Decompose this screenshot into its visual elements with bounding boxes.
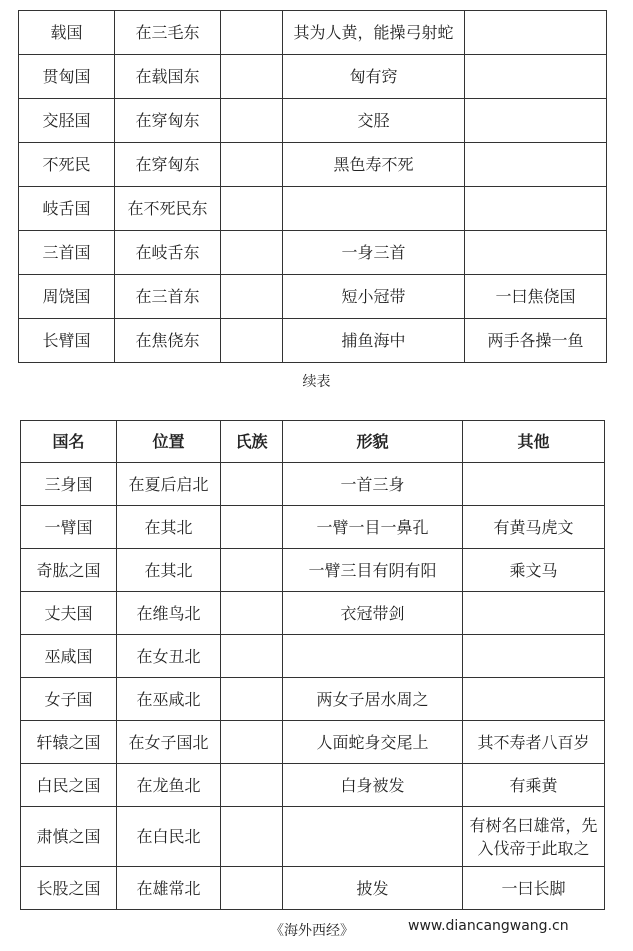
location-cell: 在龙鱼北: [117, 764, 221, 807]
appearance-cell: 白身被发: [283, 764, 463, 807]
bottom-table: [20, 420, 605, 910]
appearance-cell: 人面蛇身交尾上: [283, 721, 463, 764]
appearance-cell: 一臂一目一鼻孔: [283, 506, 463, 549]
clan-cell: [221, 187, 283, 231]
country-name-cell: 不死民: [19, 143, 115, 187]
clan-cell: [221, 549, 283, 592]
other-cell: [465, 55, 607, 99]
clan-cell: [221, 867, 283, 910]
other-cell: [463, 592, 605, 635]
location-cell: 在焦侥东: [115, 319, 221, 363]
table-row: [19, 187, 607, 231]
clan-cell: [221, 231, 283, 275]
other-cell: 一曰长脚: [463, 867, 605, 910]
table-row: [21, 592, 605, 635]
location-cell: 在其北: [117, 506, 221, 549]
other-cell: [465, 187, 607, 231]
clan-cell: [221, 721, 283, 764]
other-cell: [463, 678, 605, 721]
appearance-cell: 交胫: [283, 99, 465, 143]
other-cell: 一曰焦侥国: [465, 275, 607, 319]
country-name-cell: 轩辕之国: [21, 721, 117, 764]
table-row: [19, 319, 607, 363]
appearance-cell: 衣冠带剑: [283, 592, 463, 635]
top-table: [18, 10, 607, 363]
location-cell: 在白民北: [117, 807, 221, 867]
other-cell: [465, 231, 607, 275]
appearance-cell: 短小冠带: [283, 275, 465, 319]
country-name-cell: 载国: [19, 11, 115, 55]
country-name-cell: 肃慎之国: [21, 807, 117, 867]
table-row: [21, 721, 605, 764]
other-cell: [463, 463, 605, 506]
appearance-cell: [283, 635, 463, 678]
clan-cell: [221, 99, 283, 143]
location-cell: 在不死民东: [115, 187, 221, 231]
country-name-cell: 周饶国: [19, 275, 115, 319]
location-cell: 在载国东: [115, 55, 221, 99]
other-cell: [465, 143, 607, 187]
table-row: [21, 678, 605, 721]
country-name-cell: 岐舌国: [19, 187, 115, 231]
header-country-name: 国名: [21, 421, 117, 463]
clan-cell: [221, 55, 283, 99]
website-watermark: www.diancangwang.cn: [408, 918, 569, 934]
header-clan: 氏族: [221, 421, 283, 463]
clan-cell: [221, 143, 283, 187]
clan-cell: [221, 319, 283, 363]
other-cell: 两手各操一鱼: [465, 319, 607, 363]
appearance-cell: [283, 807, 463, 867]
country-name-cell: 一臂国: [21, 506, 117, 549]
table-row: [19, 143, 607, 187]
clan-cell: [221, 635, 283, 678]
appearance-cell: 黑色寿不死: [283, 143, 465, 187]
table-header-row: [21, 421, 605, 463]
clan-cell: [221, 592, 283, 635]
country-name-cell: 奇肱之国: [21, 549, 117, 592]
country-name-cell: 女子国: [21, 678, 117, 721]
other-cell: 有黄马虎文: [463, 506, 605, 549]
clan-cell: [221, 11, 283, 55]
table-row: [21, 549, 605, 592]
table-row: [21, 463, 605, 506]
table-caption: 续表: [302, 374, 331, 390]
table-row: [21, 635, 605, 678]
table-row: [21, 764, 605, 807]
appearance-cell: 捕鱼海中: [283, 319, 465, 363]
header-appearance: 形貌: [283, 421, 463, 463]
country-name-cell: 三首国: [19, 231, 115, 275]
clan-cell: [221, 807, 283, 867]
location-cell: 在其北: [117, 549, 221, 592]
source-title: 《海外西经》: [270, 923, 354, 939]
country-name-cell: 丈夫国: [21, 592, 117, 635]
location-cell: 在夏后启北: [117, 463, 221, 506]
appearance-cell: 一首三身: [283, 463, 463, 506]
other-cell: [463, 635, 605, 678]
location-cell: 在雄常北: [117, 867, 221, 910]
country-name-cell: 交胫国: [19, 99, 115, 143]
location-cell: 在三首东: [115, 275, 221, 319]
other-cell: [465, 11, 607, 55]
table-row: [19, 231, 607, 275]
country-name-cell: 长股之国: [21, 867, 117, 910]
appearance-cell: 两女子居水周之: [283, 678, 463, 721]
other-cell: 乘文马: [463, 549, 605, 592]
appearance-cell: 一身三首: [283, 231, 465, 275]
table-row: [19, 55, 607, 99]
clan-cell: [221, 275, 283, 319]
location-cell: 在巫咸北: [117, 678, 221, 721]
header-location: 位置: [117, 421, 221, 463]
clan-cell: [221, 506, 283, 549]
other-cell: 有乘黄: [463, 764, 605, 807]
country-name-cell: 白民之国: [21, 764, 117, 807]
appearance-cell: [283, 187, 465, 231]
location-cell: 在女子国北: [117, 721, 221, 764]
table-row: [21, 807, 605, 867]
appearance-cell: 一臂三目有阴有阳: [283, 549, 463, 592]
appearance-cell: 其为人黄，能操弓射蛇: [283, 11, 465, 55]
appearance-cell: 披发: [283, 867, 463, 910]
location-cell: 在穿匈东: [115, 143, 221, 187]
clan-cell: [221, 764, 283, 807]
table-row: [19, 275, 607, 319]
table-row: [21, 867, 605, 910]
location-cell: 在岐舌东: [115, 231, 221, 275]
other-cell: 其不寿者八百岁: [463, 721, 605, 764]
location-cell: 在穿匈东: [115, 99, 221, 143]
country-name-cell: 贯匈国: [19, 55, 115, 99]
country-name-cell: 巫咸国: [21, 635, 117, 678]
country-name-cell: 三身国: [21, 463, 117, 506]
other-cell: [465, 99, 607, 143]
table-row: [21, 506, 605, 549]
appearance-cell: 匈有窍: [283, 55, 465, 99]
header-other: 其他: [463, 421, 605, 463]
location-cell: 在女丑北: [117, 635, 221, 678]
table-row: [19, 11, 607, 55]
location-cell: 在维鸟北: [117, 592, 221, 635]
other-cell: 有树名曰雄常，先入伐帝于此取之: [463, 807, 605, 867]
location-cell: 在三毛东: [115, 11, 221, 55]
clan-cell: [221, 678, 283, 721]
clan-cell: [221, 463, 283, 506]
country-name-cell: 长臂国: [19, 319, 115, 363]
table-row: [19, 99, 607, 143]
